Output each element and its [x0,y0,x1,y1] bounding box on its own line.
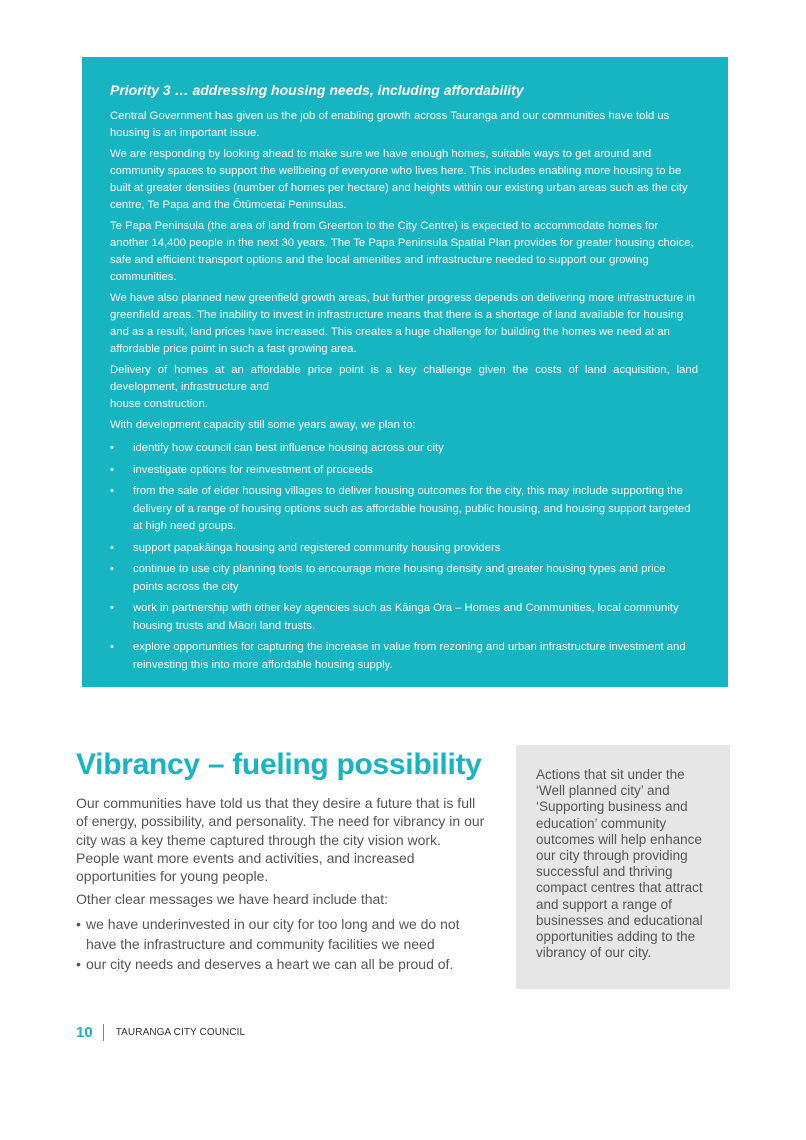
priority-bullet-list [110,440,698,674]
list-item-text: support papakāinga housing and registered community housing providers [133,541,501,554]
vibrancy-paragraph: Other clear messages we have heard include that: [76,891,389,908]
priority-paragraph: We have also planned new greenfield growth areas, but further progress depends on delivering more infrastructure in greenfield areas. The inability to invest in infrastructure means that there is a shortage of land available for housing and as a result, land prices have increased. This creates a huge challenge for building the homes we need at an affordable price point in such a fast growing area. [110,292,696,355]
callout-box [516,745,730,989]
bullet-icon: • [76,915,81,932]
page-footer [76,1021,245,1043]
list-item-text: explore opportunities for capturing the increase in value from rezoning and urban infrastructure investment and reinvesting this into more affordable housing supply. [133,641,686,671]
footer-divider [103,1024,104,1041]
vibrancy-bullet-list [76,914,486,974]
callout-text: Actions that sit under the ‘Well planned city’ and ‘Supporting business and education’ community outcomes will help enhance our city through providing successful and thriving compact centres that attract and support a range of businesses and educational opportunities adding to the vibrancy of our city. [536,767,703,961]
priority-paragraph: We are responding by looking ahead to make sure we have enough homes, suitable ways to get around and community spaces to support the wellbeing of everyone who lives here. This includes enabling more housing to be built at greater densities (number of homes per hectare) and heights within our existing urban areas such as the city centre, Te Papa and the Ōtūmoetai Peninsulas. [110,148,688,211]
list-item-text: work in partnership with other key agencies such as Kāinga Ora – Homes and Communities, local community housing trusts and Māori land trusts. [133,602,679,632]
list-item [76,954,486,974]
bullet-icon: • [110,442,114,454]
list-item [110,561,698,596]
priority-paragraph: house construction. [110,398,208,410]
page-number: 10 [76,1023,93,1041]
list-item [110,462,698,480]
list-item-text: our city needs and deserves a heart we can all be proud of. [86,955,454,972]
list-item-text: investigate options for reinvestment of proceeds [133,463,373,476]
vibrancy-section [76,745,486,974]
priority-paragraph: Delivery of homes at an affordable price point is a key challenge given the costs of land acquisition, land development, infrastructure and [110,364,698,393]
priority-title: Priority 3 … addressing housing needs, including affordability [110,82,524,98]
bullet-icon: • [110,563,114,575]
bullet-icon: • [76,955,81,972]
list-item-text: continue to use city planning tools to encourage more housing density and greater housing types and price points across the city [133,563,666,593]
list-item-text: identify how council can best influence housing across our city [133,442,444,454]
priority-paragraph: Central Government has given us the job of enabling growth across Tauranga and our communities have told us housing is an important issue. [110,110,670,139]
priority-paragraph: Te Papa Peninsula (the area of land from Greerton to the City Centre) is expected to accommodate homes for another 14,400 people in the next 30 years. The Te Papa Peninsula Spatial Plan provides for greater housing choice, safe and efficient transport options and the local amenities and infrastructure needed to support our growing communities. [110,220,694,283]
vibrancy-paragraph: Our communities have told us that they desire a future that is full of energy, possibility, and personality. The need for vibrancy in our city was a key theme captured through the city vision work. People want more events and activities, and increased opportunities for young people. [76,795,485,885]
bullet-icon: • [110,485,114,497]
priority-paragraph: With development capacity still some years away, we plan to: [110,419,416,431]
list-item-text: we have underinvested in our city for too long and we do not have the infrastructure and community facilities we need [86,915,460,952]
bullet-icon: • [110,602,114,614]
priority-3-box [82,57,728,687]
footer-organization: TAURANGA CITY COUNCIL [115,1026,246,1038]
list-item [110,540,698,558]
vibrancy-heading: Vibrancy – fueling possibility [76,748,482,781]
list-item [76,914,486,954]
bullet-icon: • [110,641,114,653]
list-item [110,483,698,536]
bullet-icon: • [110,463,114,476]
list-item [110,440,698,458]
bullet-icon: • [110,541,114,554]
list-item [110,639,698,674]
list-item [110,600,698,635]
list-item-text: from the sale of elder housing villages to deliver housing outcomes for the city, this may include supporting the delivery of a range of housing options such as affordable housing, public housing, and housing support targeted at high need groups. [133,485,691,532]
